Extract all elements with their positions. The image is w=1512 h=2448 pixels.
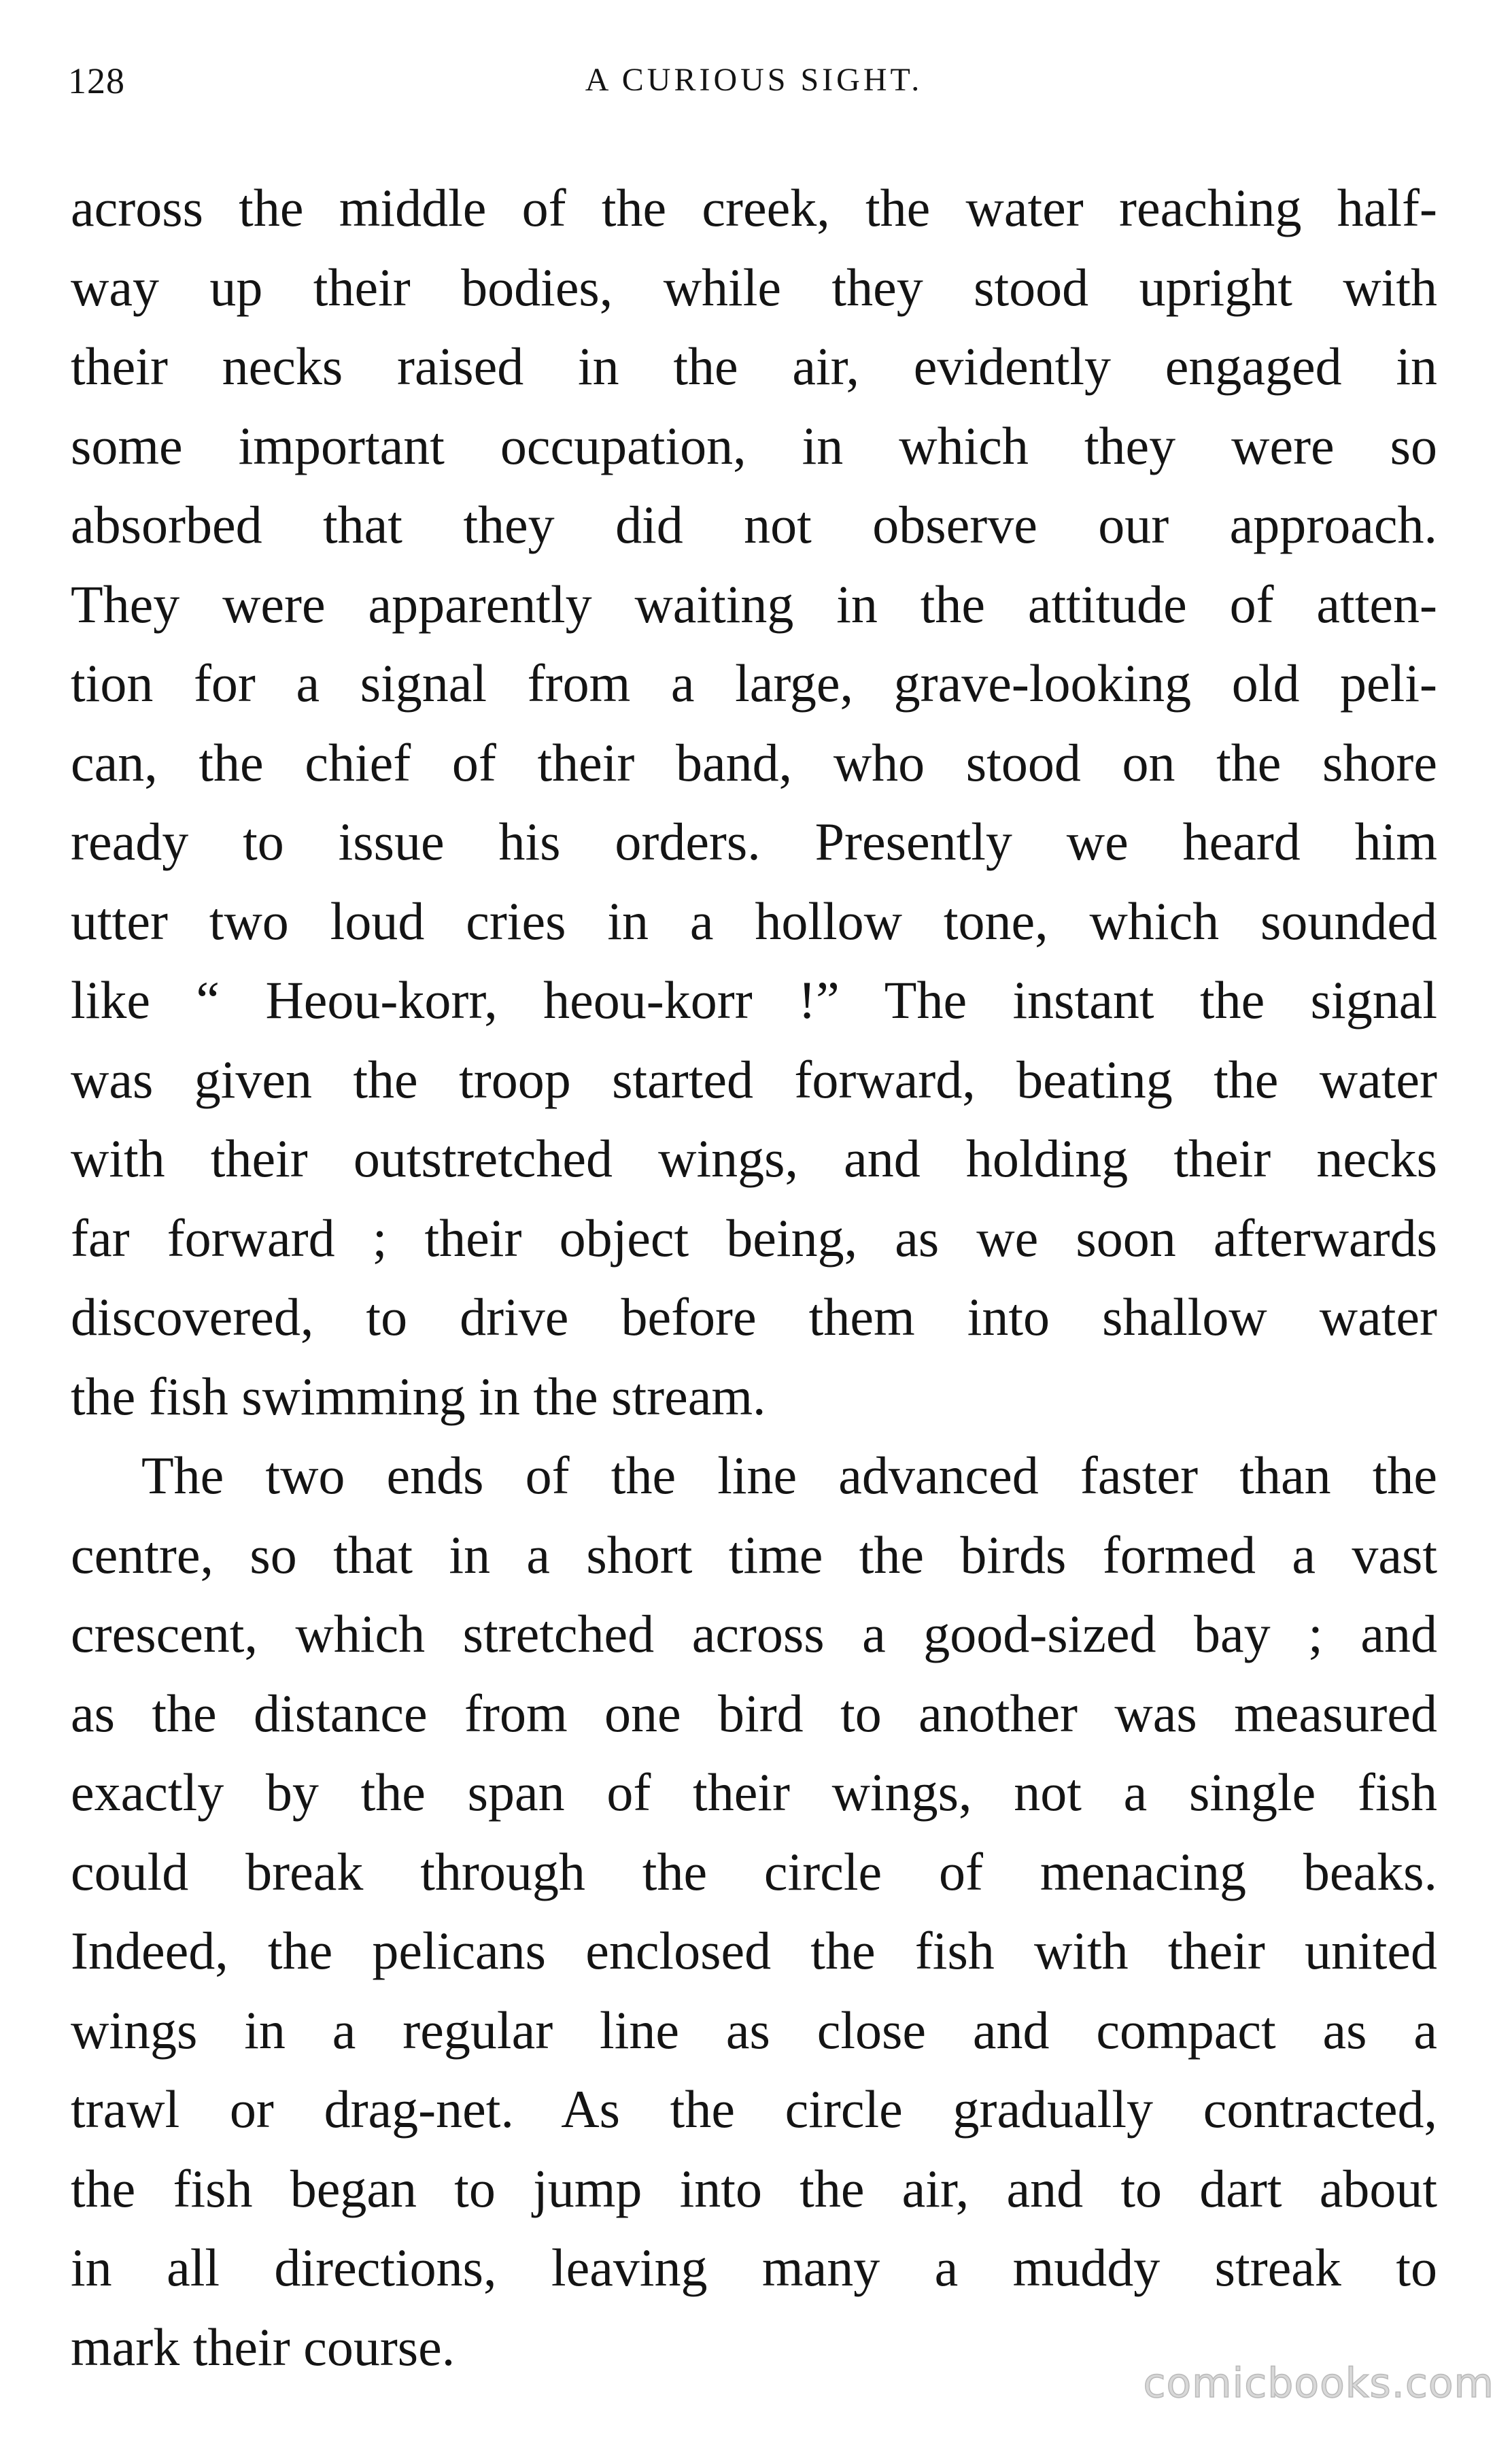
text-line: Indeed, the pelicans enclosed the fish with their united xyxy=(71,1921,1437,1980)
text-line: They were apparently waiting in the attitude of atten- xyxy=(71,574,1437,634)
text-line: with their outstretched wings, and holding their necks xyxy=(71,1129,1437,1188)
body-text xyxy=(71,169,1437,2387)
text-line: exactly by the span of their wings, not a single fish xyxy=(71,1763,1437,1822)
page-header xyxy=(68,60,1440,114)
text-line: can, the chief of their band, who stood on the shore xyxy=(71,732,1437,792)
text-line: absorbed that they did not observe our approach. xyxy=(71,495,1437,554)
paragraph-1 xyxy=(71,169,1437,1436)
text-line: as the distance from one bird to another was measured xyxy=(71,1683,1437,1743)
text-line: discovered, to drive before them into shallow water xyxy=(71,1287,1437,1346)
text-line: crescent, which stretched across a good-sized bay ; and xyxy=(71,1604,1437,1663)
text-line: utter two loud cries in a hollow tone, which sounded xyxy=(71,891,1437,951)
text-line: The two ends of the line advanced faster than the xyxy=(141,1446,1437,1505)
text-line: way up their bodies, while they stood upright with xyxy=(71,257,1437,317)
text-line: far forward ; their object being, as we soon afterwards xyxy=(71,1208,1437,1268)
watermark: comicbooks.com xyxy=(1143,2360,1494,2407)
text-line: could break through the circle of menacing beaks. xyxy=(71,1841,1437,1901)
text-line: wings in a regular line as close and compact as a xyxy=(71,2000,1437,2060)
text-line: trawl or drag-net. As the circle gradually contracted, xyxy=(71,2079,1437,2139)
paragraph-2 xyxy=(71,1436,1437,2387)
running-head: A CURIOUS SIGHT. xyxy=(585,62,923,98)
text-line: was given the troop started forward, beating the water xyxy=(71,1049,1437,1109)
text-line: tion for a signal from a large, grave-looking old peli- xyxy=(71,653,1437,713)
text-line: the fish began to jump into the air, and to dart about xyxy=(71,2158,1437,2218)
text-line: across the middle of the creek, the water reaching half- xyxy=(71,178,1437,237)
text-line: mark their course. xyxy=(71,2317,456,2377)
text-line: the fish swimming in the stream. xyxy=(71,1366,766,1426)
text-line: some important occupation, in which they were so xyxy=(71,415,1437,475)
text-line: like “ Heou-korr, heou-korr !” The instant the signal xyxy=(71,970,1437,1030)
page-number: 128 xyxy=(68,61,125,101)
text-line: in all directions, leaving many a muddy streak to xyxy=(71,2238,1437,2297)
text-line: their necks raised in the air, evidently engaged in xyxy=(71,337,1437,396)
text-line: ready to issue his orders. Presently we heard him xyxy=(71,812,1437,871)
text-line: centre, so that in a short time the birds formed a vast xyxy=(71,1525,1437,1584)
